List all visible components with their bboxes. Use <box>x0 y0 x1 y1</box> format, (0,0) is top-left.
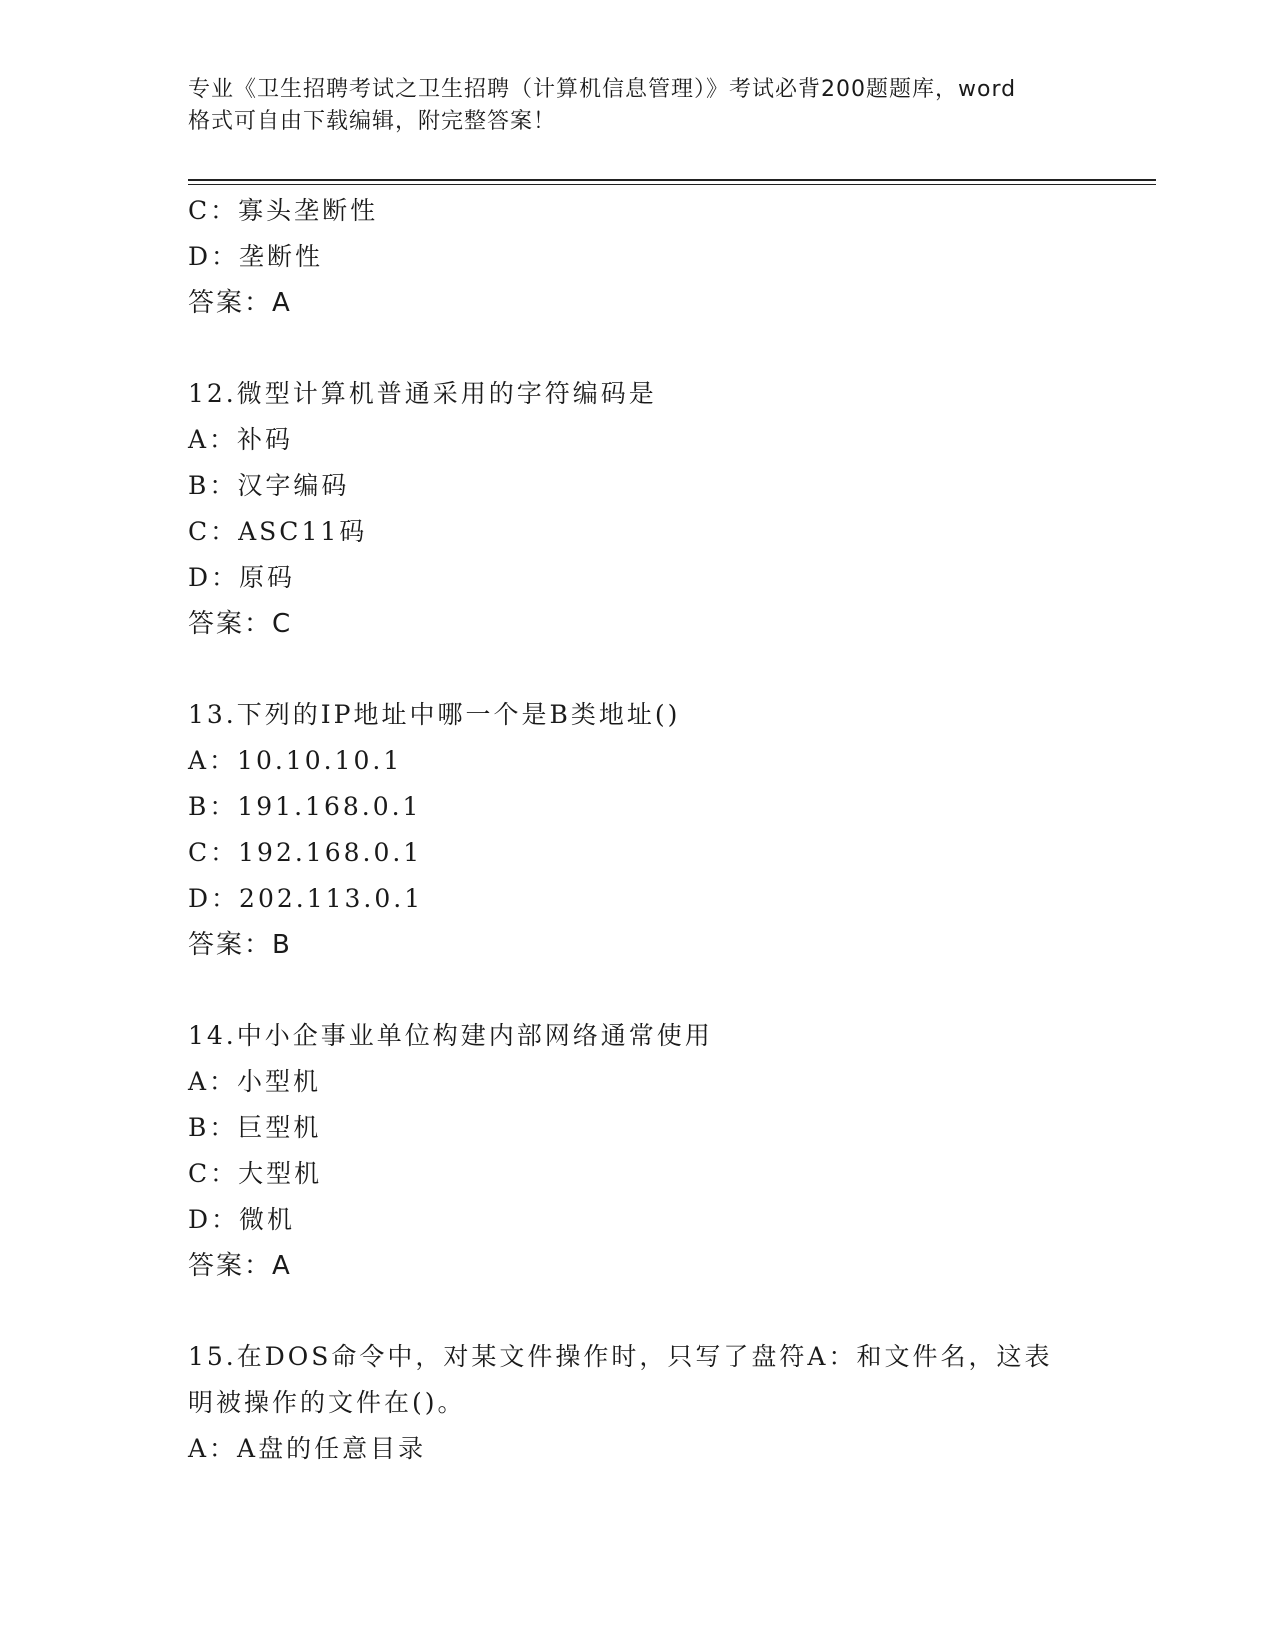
option-a: A：A盘的任意目录 <box>188 1434 427 1463</box>
question-12 <box>188 371 1088 647</box>
document-header <box>188 74 1088 138</box>
answer: 答案：B <box>188 930 292 960</box>
option-d: D：微机 <box>188 1205 296 1234</box>
question-stem-line-2: 明被操作的文件在()。 <box>188 1388 466 1417</box>
question-stem: 12.微型计算机普通采用的字符编码是 <box>188 379 657 408</box>
answer: 答案：C <box>188 609 293 639</box>
question-14 <box>188 1013 1088 1289</box>
option-c: C：192.168.0.1 <box>188 838 423 867</box>
option-d: D：垄断性 <box>188 242 324 271</box>
option-a: A：补码 <box>188 425 294 454</box>
header-title-line-2: 格式可自由下载编辑，附完整答案！ <box>188 109 557 134</box>
option-b: B：191.168.0.1 <box>188 792 422 821</box>
question-stem: 14.中小企事业单位构建内部网络通常使用 <box>188 1021 713 1050</box>
header-rule-thin <box>188 184 1156 185</box>
option-d: D：202.113.0.1 <box>188 884 424 913</box>
question-stem-line-1: 15.在DOS命令中，对某文件操作时，只写了盘符A：和文件名，这表 <box>188 1342 1053 1371</box>
question-15 <box>188 1334 1088 1472</box>
option-c: C：大型机 <box>188 1159 323 1188</box>
option-c: C：寡头垄断性 <box>188 196 379 225</box>
answer: 答案：A <box>188 288 292 318</box>
option-b: B：汉字编码 <box>188 471 350 500</box>
option-a: A：小型机 <box>188 1067 322 1096</box>
question-13 <box>188 692 1088 968</box>
question-11-continued <box>188 188 1088 326</box>
question-stem: 13.下列的IP地址中哪一个是B类地址() <box>188 700 681 729</box>
answer: 答案：A <box>188 1251 292 1281</box>
option-b: B：巨型机 <box>188 1113 322 1142</box>
header-rule-thick <box>188 179 1156 181</box>
option-a: A：10.10.10.1 <box>188 746 403 775</box>
question-list <box>188 188 1088 1472</box>
option-d: D：原码 <box>188 563 296 592</box>
option-c: C：ASC11码 <box>188 517 368 546</box>
header-title-line-1: 专业《卫生招聘考试之卫生招聘（计算机信息管理）》考试必背200题题库，word <box>188 77 1017 102</box>
